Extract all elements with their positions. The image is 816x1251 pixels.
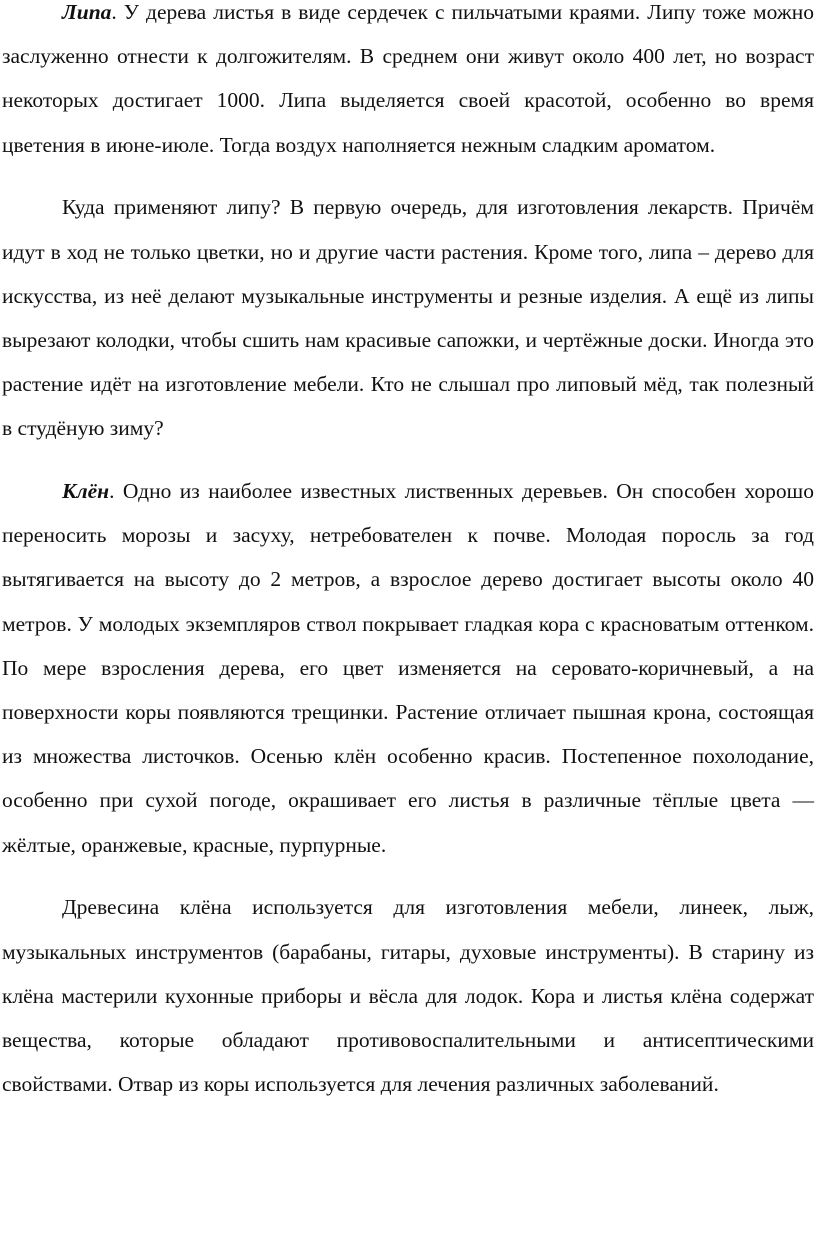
term-maple: Клён bbox=[62, 479, 110, 504]
paragraph-text: Древесина клёна используется для изготовления мебели, линеек, лыж, музыкальных инструментов (барабаны, гитары, духовые инструменты). В старину из клёна мастерили кухонные приборы и вёсла для лодок. Кора и листья клёна содержат вещества, которые обладают противовоспалительными и антисептическими свойствами. Отвар из коры используется для лечения различных заболеваний. bbox=[2, 895, 814, 1097]
paragraph-text: Куда применяют липу? В первую очередь, для изготовления лекарств. Причём идут в ход не только цветки, но и другие части растения. Кроме того, липа – дерево для искусства, из неё делают музыкальные инструменты и резные изделия. А ещё из липы вырезают колодки, чтобы сшить нам красивые сапожки, и чертёжные доски. Иногда это растение идёт на изготовление мебели. Кто не слышал про липовый мёд, так полезный в студёную зиму? bbox=[2, 195, 814, 441]
paragraph-text: . У дерева листья в виде сердечек с пильчатыми краями. Липу тоже можно заслуженно отнести к долгожителям. В среднем они живут около 400 лет, но возраст некоторых достигает 1000. Липа выделяется своей красотой, особенно во время цветения в июне-июле. Тогда воздух наполняется нежным сладким ароматом. bbox=[2, 0, 814, 157]
paragraph-linden-uses bbox=[2, 185, 814, 450]
paragraph-maple-intro bbox=[2, 469, 814, 867]
term-linden: Липа bbox=[62, 0, 112, 24]
paragraph-text: . Одно из наиболее известных лиственных деревьев. Он способен хорошо переносить морозы и засуху, нетребователен к почве. Молодая поросль за год вытягивается на высоту до 2 метров, а взрослое дерево достигает высоты около 40 метров. У молодых экземпляров ствол покрывает гладкая кора с красноватым оттенком. По мере взросления дерева, его цвет изменяется на серовато-коричневый, а на поверхности коры появляются трещинки. Растение отличает пышная крона, состоящая из множества листочков. Осенью клён особенно красив. Постепенное похолодание, особенно при сухой погоде, окрашивает его листья в различные тёплые цвета — жёлтые, оранжевые, красные, пурпурные. bbox=[2, 479, 814, 857]
paragraph-linden-intro bbox=[2, 0, 814, 167]
paragraph-maple-uses bbox=[2, 885, 814, 1106]
